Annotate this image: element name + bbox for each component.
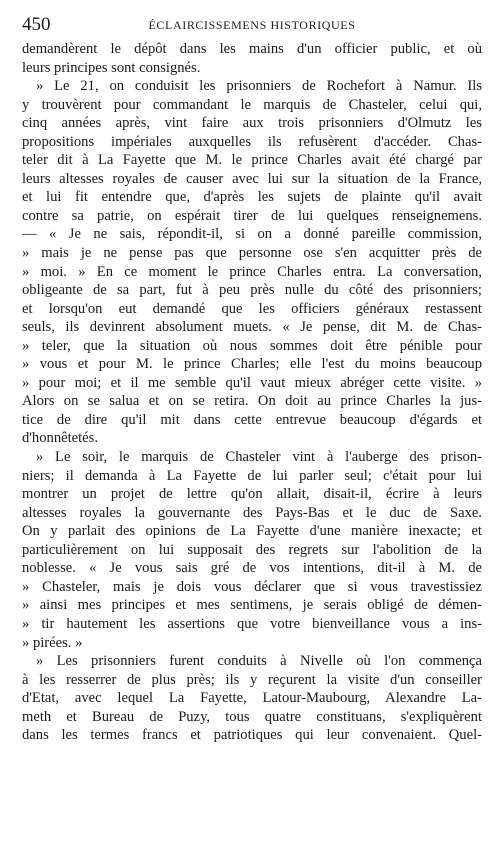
text-line: d'honnêtetés. [22,430,98,447]
text-line: à les resserrer de plus près; ils y reçurent la visite d'un conseiller [22,671,482,688]
text-line: altesses royales la gouvernante des Pays-Bas et le duc de Saxe. [22,504,482,521]
text-line: » moi. » En ce moment le prince Charles entra. La conversation, [22,263,482,280]
text-line: » teler, que la situation où nous sommes doit être pénible pour [22,337,482,354]
body-text [22,40,482,745]
text-line: » Le soir, le marquis de Chasteler vint à l'auberge des prison- [36,449,482,466]
text-line: » mais je ne pense pas que personne ose s'en acquitter près de [22,245,482,262]
text-line: leurs altesses royales de causer avec lui sur la situation de la France, [22,170,482,187]
page-number: 450 [22,14,51,35]
text-line: » tir hautement les assertions que votre bienveillance vous a ins- [22,615,482,632]
text-line: Alors on se salua et on se retira. On doit au prince Charles la jus- [22,393,482,410]
text-line: » ainsi mes principes et mes sentimens, je serais obligé de démen- [22,597,482,614]
text-line: propositions impériales auxquelles ils refusèrent d'accéder. Chas- [22,133,482,150]
text-line: contre sa patrie, on espérait tirer de lui quelques renseignemens. [22,207,482,224]
page-header [22,14,482,38]
text-line: leurs principes sont consignés. [22,59,201,76]
text-line: montrer un projet de lettre qu'on allait, disait-il, écrire à leurs [22,486,482,503]
text-line: tice de dire qu'il mit dans cette entrevue beaucoup d'égards et [22,411,482,428]
text-line: y trouvèrent pour commandant le marquis de Chasteler, celui qui, [22,96,482,113]
text-line: noblesse. « Je vous sais gré de vos intentions, dit-il à M. de [22,560,482,577]
text-line: teler dit à La Fayette que M. le prince Charles avait été chargé par [22,152,482,169]
text-line: particulièrement on lui supposait des regrets sur l'abolition de la [22,541,482,558]
text-line: seuls, ils devinrent absolument muets. « Je pense, dit M. de Chas- [22,319,482,336]
text-line: dans les termes francs et patriotiques qui leur convenaient. Quel- [22,727,482,744]
text-line: cinq années après, vint faire aux trois prisonniers d'Olmutz les [22,115,482,132]
text-line: et lorsqu'on eut demandé que les officiers généraux restassent [22,300,482,317]
text-line: » pirées. » [22,634,83,651]
text-line: » Chasteler, mais je dois vous déclarer que si vous travestissiez [22,578,482,595]
text-line: demandèrent le dépôt dans les mains d'un officier public, et où [22,41,482,57]
book-page [22,14,482,745]
text-line: — « Je ne sais, répondit-il, si on a donné pareille commission, [22,226,482,243]
text-line: et lui fit entendre que, d'après les sujets de plainte qu'il avait [22,189,482,206]
text-line: On y parlait des opinions de La Fayette d'une manière inexacte; et [22,523,482,540]
text-line: » pour moi; et il me semble qu'il vaut mieux abréger cette visite. » [22,374,482,391]
text-line: » Les prisonniers furent conduits à Nivelle où l'on commença [36,653,482,670]
text-line: d'Etat, avec lequel La Fayette, Latour-Maubourg, Alexandre La- [22,690,482,707]
text-line: » vous et pour M. le prince Charles; elle l'est du moins beaucoup [22,356,482,373]
text-line: obligeante de sa part, fut à peu près nulle du côté des prisonniers; [22,282,482,299]
text-line: meth et Bureau de Puzy, tous quatre constituans, s'expliquèrent [22,708,482,725]
text-line: » Le 21, on conduisit les prisonniers de Rochefort à Namur. Ils [36,78,482,95]
text-line: niers; il demanda à La Fayette de lui parler seul; c'était pour lui [22,467,482,484]
running-title: ÉCLAIRCISSEMENS HISTORIQUES [148,18,356,32]
